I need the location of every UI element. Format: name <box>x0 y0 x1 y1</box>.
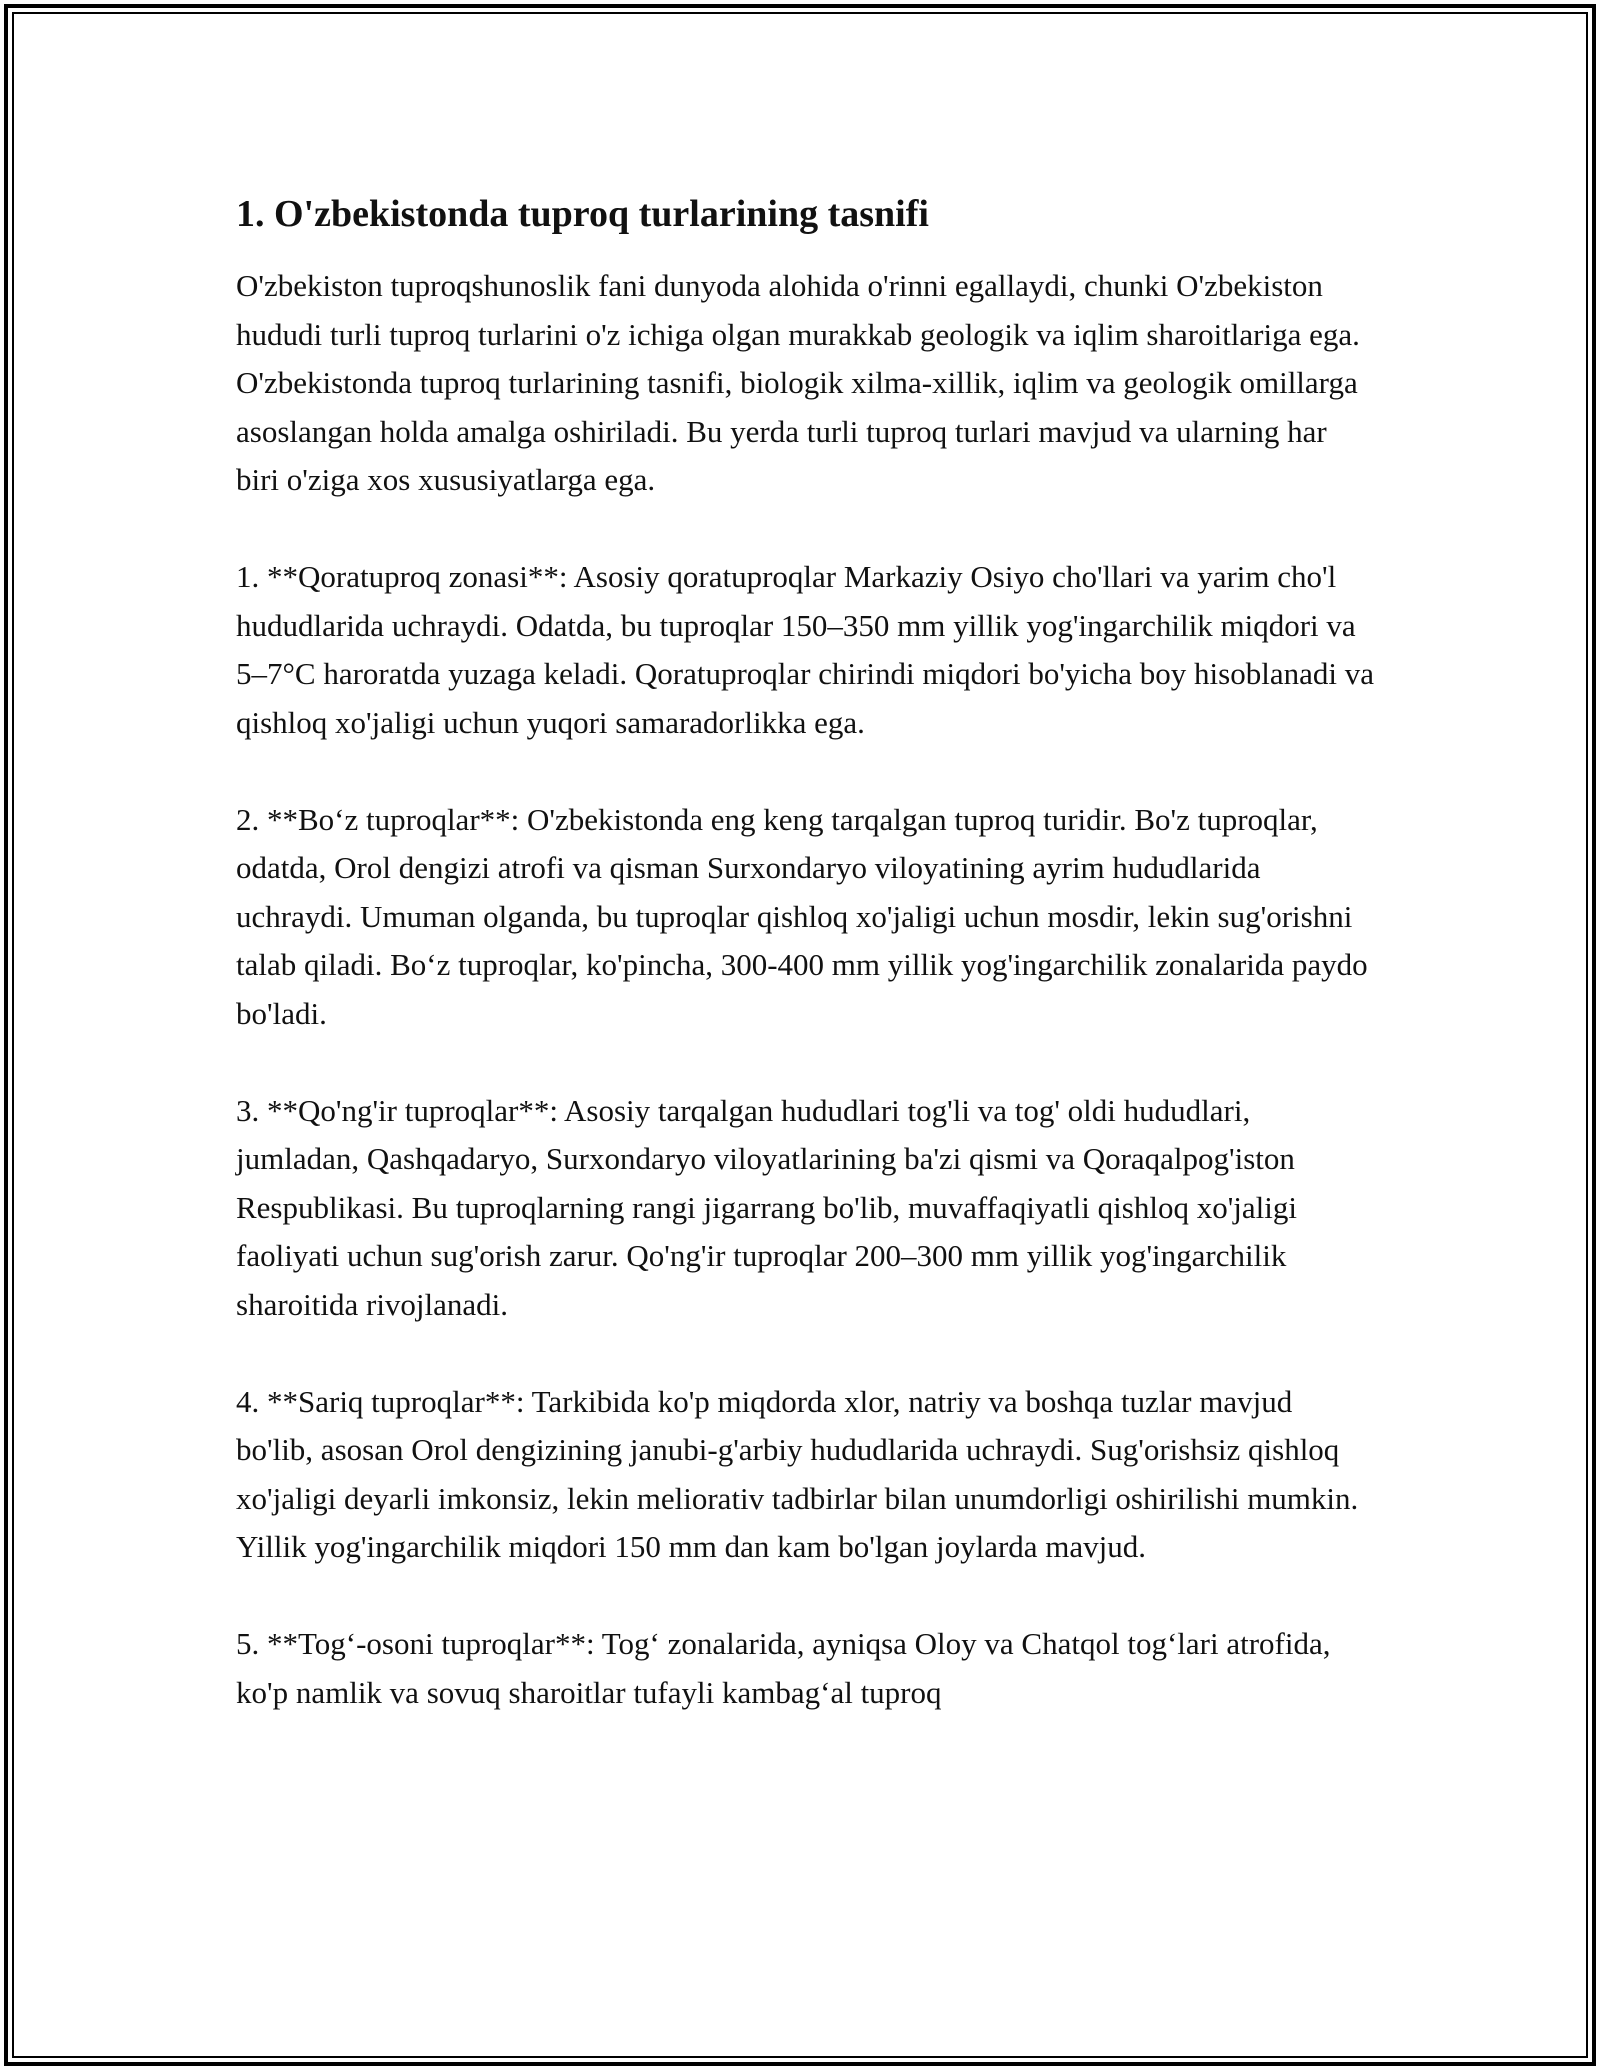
intro-paragraph: O'zbekiston tuproqshunoslik fani dunyoda alohida o'rinni egallaydi, chunki O'zbekiston hududi turli tuproq turlarini o'z ichiga olgan murakkab geologik va iqlim sharoitlariga ega. O'zbekistonda tuproq turlarining tasnifi, biologik xilma-xillik, iqlim va geologik omillarga asoslangan holda amalga oshiriladi. Bu yerda turli tuproq turlari mavjud va ularning har biri o'ziga xos xususiyatlarga ega. <box>236 268 1360 497</box>
list-item-qoratuproq: 1. **Qoratuproq zonasi**: Asosiy qoratuproqlar Markaziy Osiyo cho'llari va yarim cho'l hududlarida uchraydi. Odatda, bu tuproqlar 150–350 mm yillik yog'ingarchilik miqdori va 5–7°C haroratda yuzaga keladi. Qoratuproqlar chirindi miqdori bo'yicha boy hisoblanadi va qishloq xo'jaligi uchun yuqori samaradorlikka ega. <box>236 559 1374 740</box>
list-item-qongir-tuproqlar: 3. **Qo'ng'ir tuproqlar**: Asosiy tarqalgan hududlari tog'li va tog' oldi hududlari, jumladan, Qashqadaryo, Surxondaryo viloyatlarining ba'zi qismi va Qoraqalpog'iston Respublikasi. Bu tuproqlarning rangi jigarrang bo'lib, muvaffaqiyatli qishloq xo'jaligi faoliyati uchun sug'orish zarur. Qo'ng'ir tuproqlar 200–300 mm yillik yog'ingarchilik sharoitida rivojlanadi. <box>236 1092 1297 1322</box>
list-item-tog-osoni-tuproqlar: 5. **Tog‘-osoni tuproqlar**: Tog‘ zonalarida, ayniqsa Oloy va Chatqol tog‘lari atrofida, ko'p namlik va sovuq sharoitlar tufayli kambag‘al tuproq <box>236 1626 1331 1710</box>
list-item-sariq-tuproqlar: 4. **Sariq tuproqlar**: Tarkibida ko'p miqdorda xlor, natriy va boshqa tuzlar mavjud bo'lib, asosan Orol dengizining janubi-g'arbiy hududlarida uchraydi. Sug'orishsiz qishloq xo'jaligi deyarli imkonsiz, lekin meliorativ tadbirlar bilan unumdorligi oshirilishi mumkin. Yillik yog'ingarchilik miqdori 150 mm dan kam bo'lgan joylarda mavjud. <box>236 1383 1359 1564</box>
list-item-boz-tuproqlar: 2. **Bo‘z tuproqlar**: O'zbekistonda eng keng tarqalgan tuproq turidir. Bo'z tuproqlar, odatda, Orol dengizi atrofi va qisman Surxondaryo viloyatining ayrim hududlarida uchraydi. Umuman olganda, bu tuproqlar qishloq xo'jaligi uchun mosdir, lekin sug'orishni talab qiladi. Bo‘z tuproqlar, ko'pincha, 300-400 mm yillik yog'ingarchilik zonalarida paydo bo'ladi. <box>236 801 1368 1031</box>
document-body <box>236 186 1376 1717</box>
section-heading: 1. O'zbekistonda tuproq turlarining tasnifi <box>236 193 929 235</box>
